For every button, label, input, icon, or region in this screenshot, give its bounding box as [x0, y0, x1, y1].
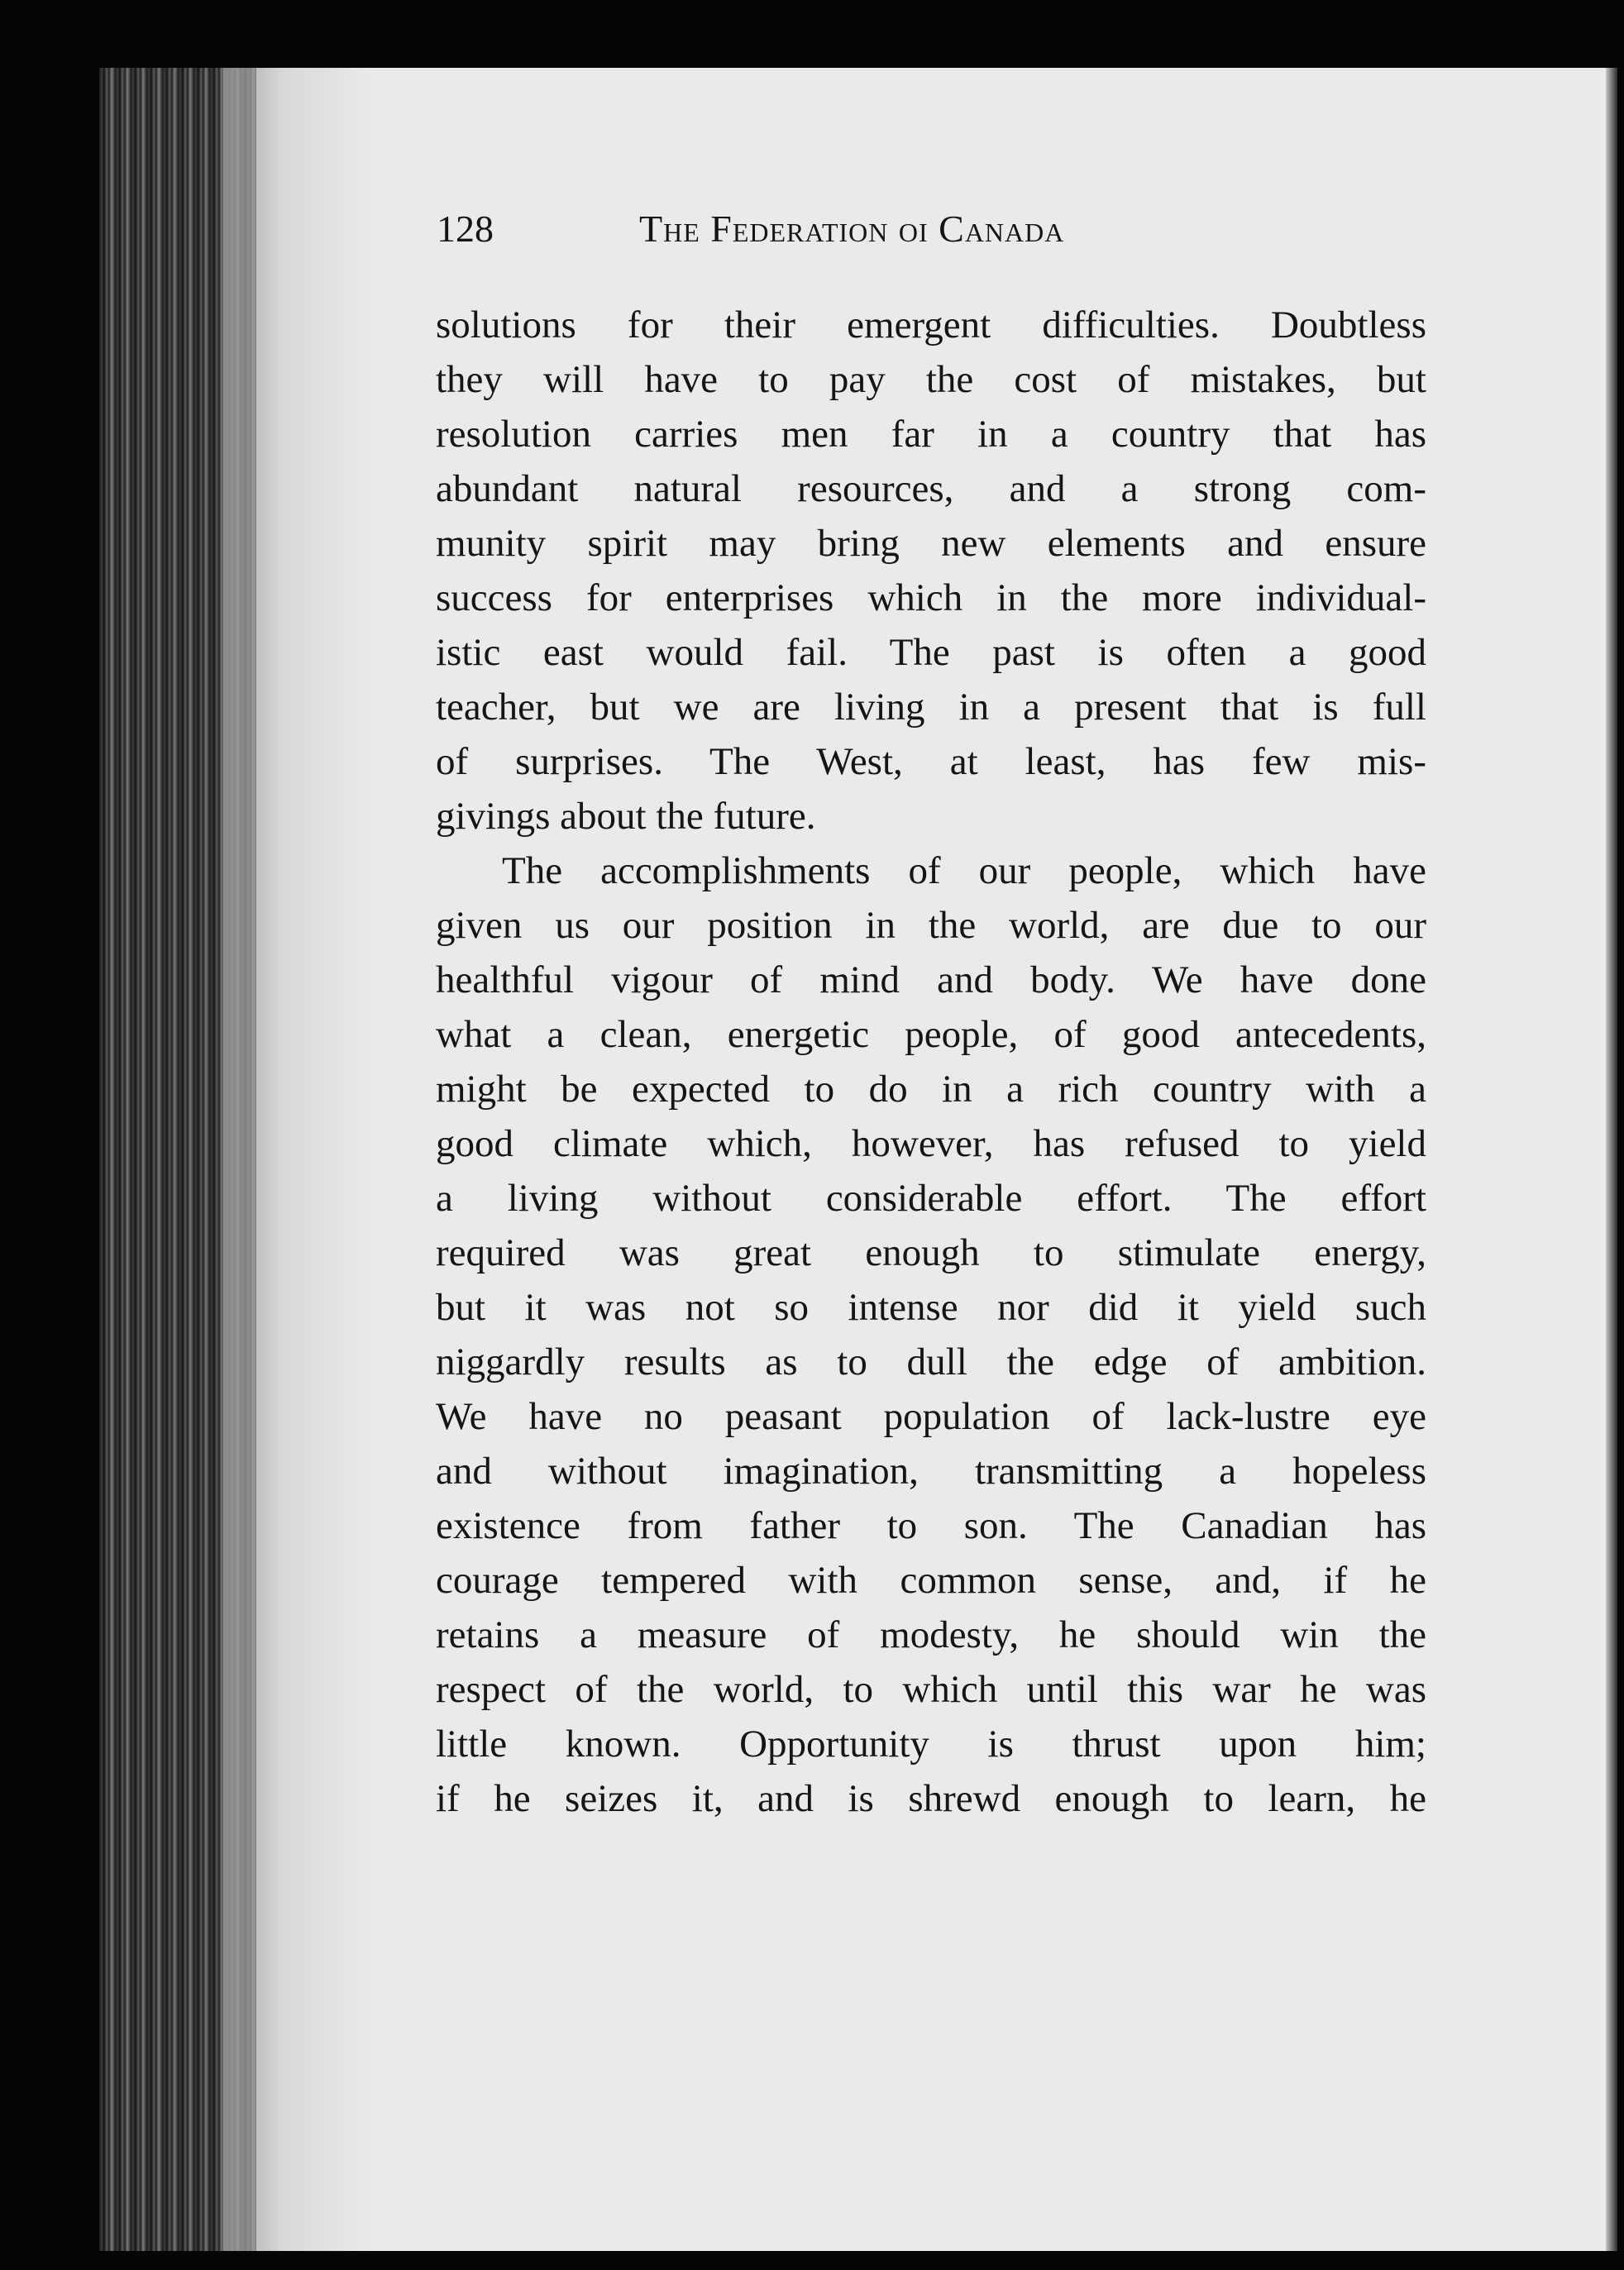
paragraph: [436, 298, 1426, 843]
text-line: of surprises. The West, at least, has few mis-: [436, 740, 1426, 783]
text-line: given us our position in the world, are due to our: [436, 904, 1426, 947]
text-line: good climate which, however, has refused to yield: [436, 1122, 1426, 1165]
text-line: munity spirit may bring new elements and ensure: [436, 522, 1426, 565]
text-line: retains a measure of modesty, he should win the: [436, 1613, 1426, 1656]
running-head: [437, 207, 1512, 265]
text-line: what a clean, energetic people, of good antecedents,: [436, 1013, 1426, 1056]
text-line: they will have to pay the cost of mistakes, but: [436, 358, 1426, 401]
gutter-shadow: [223, 68, 372, 2251]
text-line: required was great enough to stimulate energy,: [436, 1231, 1426, 1274]
page-number: 128: [437, 208, 494, 250]
running-title: The Federation oi Canada: [639, 208, 1065, 250]
text-line: existence from father to son. The Canadian has: [436, 1504, 1426, 1547]
text-line: niggardly results as to dull the edge of ambition.: [436, 1340, 1426, 1384]
text-line: The accomplishments of our people, which have: [502, 849, 1426, 892]
text-line: might be expected to do in a rich country with a: [436, 1068, 1426, 1111]
text-line: istic east would fail. The past is often a good: [436, 631, 1426, 674]
text-line: healthful vigour of mind and body. We have done: [436, 958, 1426, 1001]
body-text: [436, 298, 1426, 1826]
text-line: if he seizes it, and is shrewd enough to learn, he: [436, 1777, 1426, 1820]
page-edge: [1606, 68, 1617, 2251]
text-line: solutions for their emergent difficulties. Doubtless: [436, 303, 1426, 346]
text-line: teacher, but we are living in a present that is full: [436, 686, 1426, 729]
text-line: a living without considerable effort. The effort: [436, 1177, 1426, 1220]
text-line: courage tempered with common sense, and, if he: [436, 1559, 1426, 1602]
text-line: success for enterprises which in the more individual-: [436, 576, 1426, 619]
text-line: abundant natural resources, and a strong com-: [436, 467, 1426, 510]
text-line: little known. Opportunity is thrust upon him;: [436, 1723, 1426, 1766]
text-line: We have no peasant population of lack-lustre eye: [436, 1395, 1426, 1438]
paragraph: [436, 843, 1426, 1826]
text-line: and without imagination, transmitting a hopeless: [436, 1450, 1426, 1493]
text-line: but it was not so intense nor did it yield such: [436, 1286, 1426, 1329]
text-line: respect of the world, to which until this war he was: [436, 1668, 1426, 1711]
text-line: givings about the future.: [436, 795, 816, 838]
text-line: resolution carries men far in a country that has: [436, 413, 1426, 456]
